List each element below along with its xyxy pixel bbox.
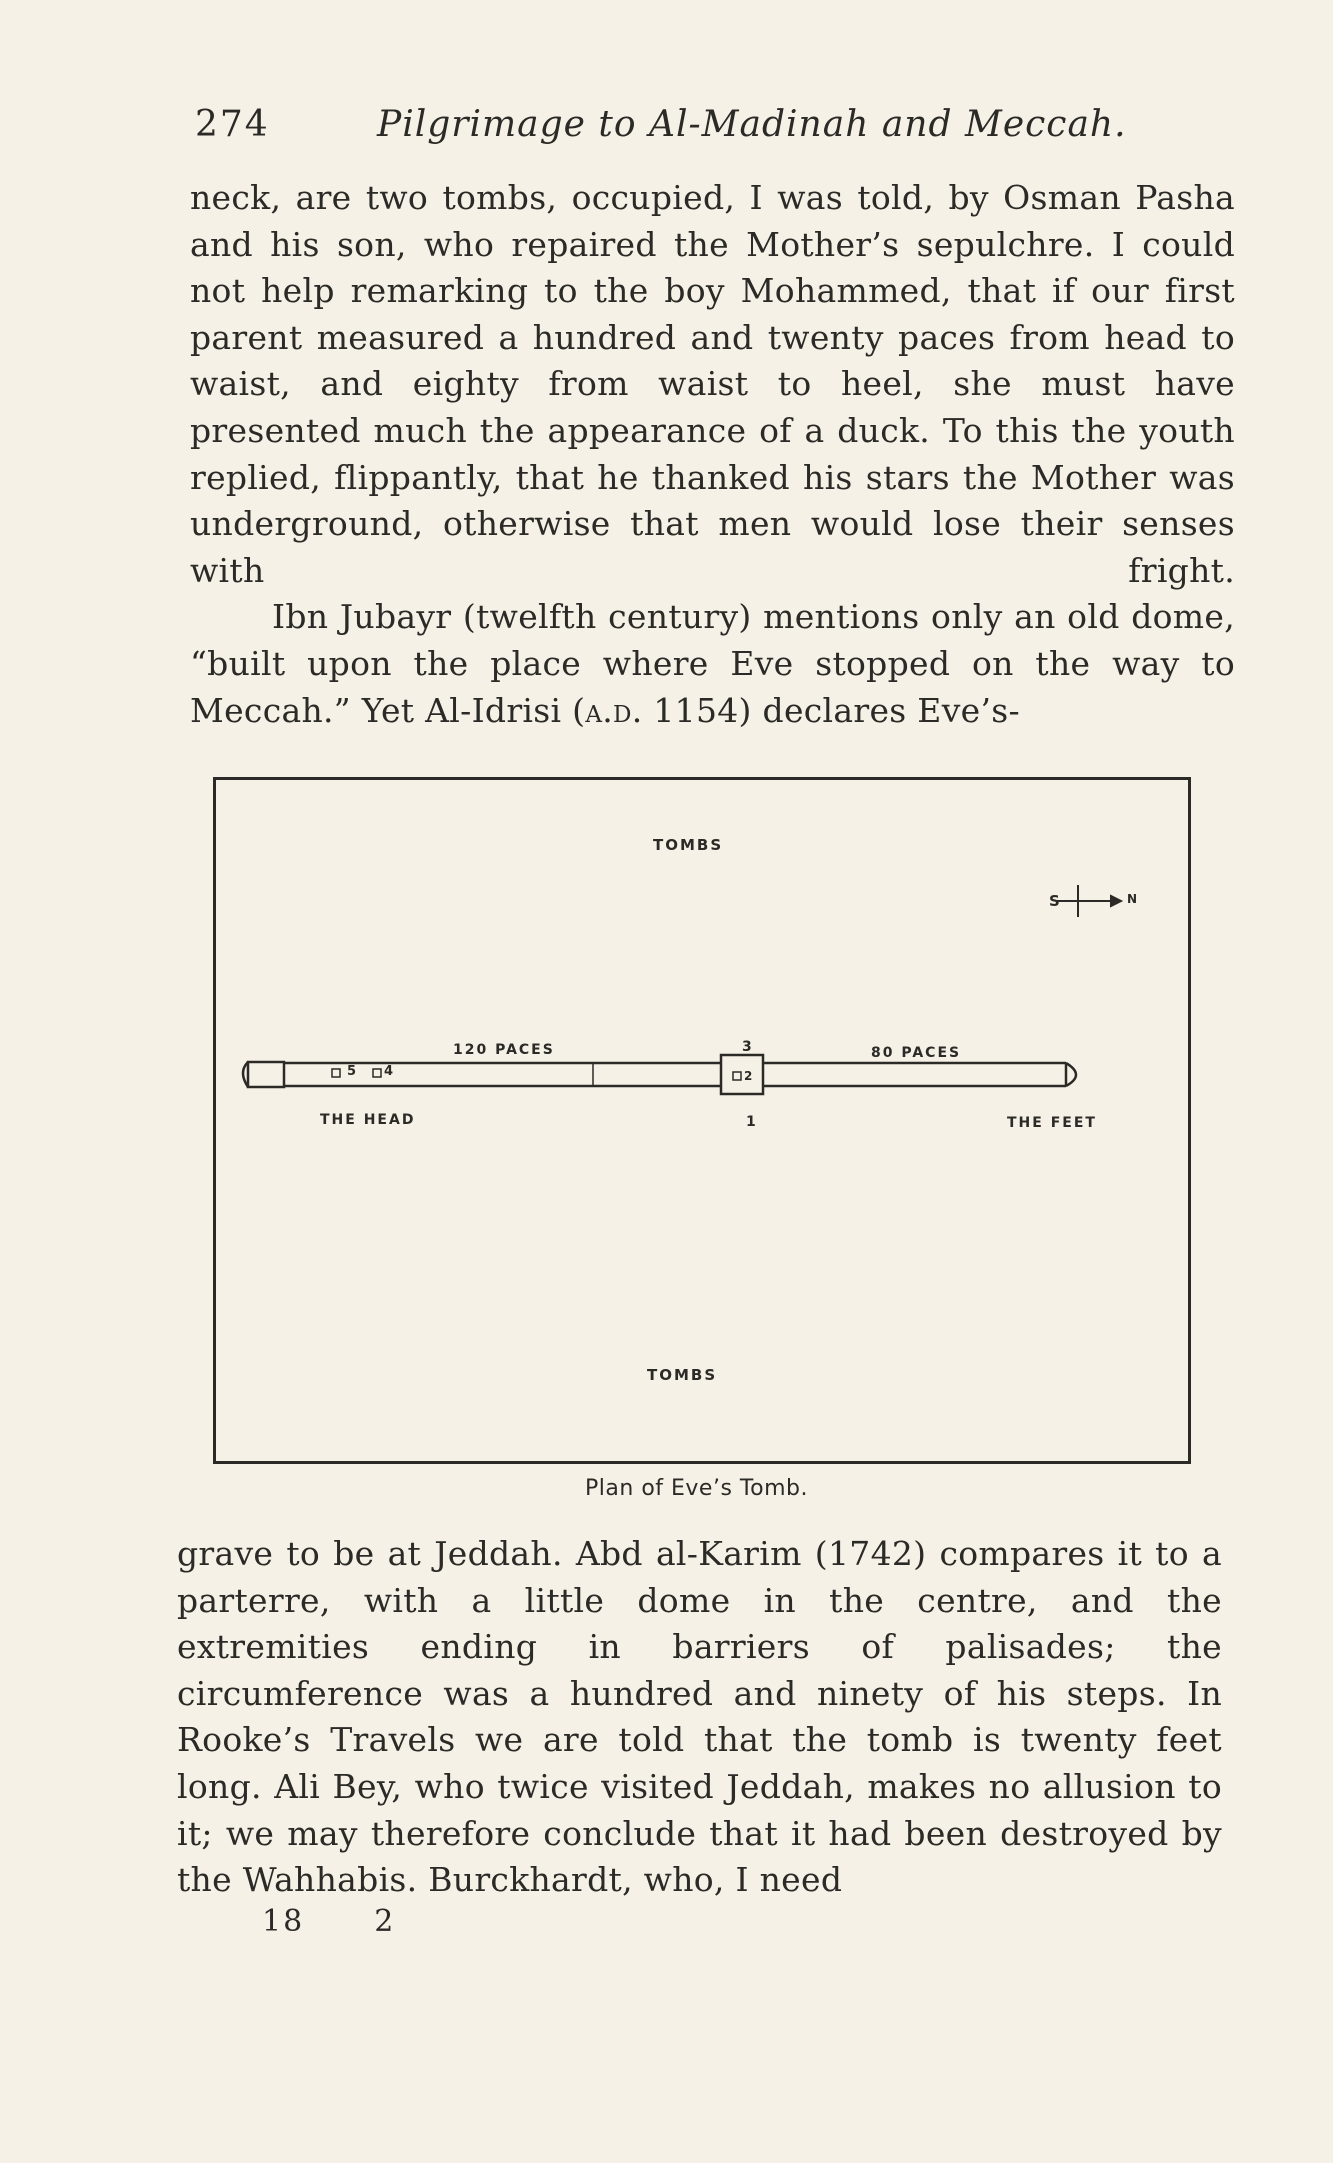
signature-mark [262, 1904, 395, 1939]
label-80-paces: 80 PACES [871, 1045, 962, 1061]
signature-sheet: 18 [262, 1904, 305, 1939]
marker-1: 1 [746, 1114, 758, 1130]
label-tombs-bottom: TOMBS [647, 1366, 718, 1384]
marker-box-5 [332, 1069, 340, 1077]
paragraph-text: Ibn Jubayr (twelfth century) mentions only an old dome, “built upon the place where Eve stopped on the way to Meccah.” Yet Al-Idrisi ( [190, 597, 1235, 730]
label-120-paces: 120 PACES [453, 1042, 555, 1058]
figure-plan-of-eves-tomb [213, 777, 1191, 1464]
marker-2: 2 [744, 1069, 753, 1083]
marker-5: 5 [347, 1064, 357, 1079]
marker-3: 3 [742, 1039, 754, 1055]
signature-number: 2 [374, 1904, 396, 1939]
marker-4: 4 [384, 1064, 394, 1079]
marker-box-4 [373, 1069, 381, 1077]
paragraph-jeddah: grave to be at Jeddah. Abd al-Karim (1742) compares it to a parterre, with a little dome in the centre, and the extremities ending in barriers of palisades; the circumference was a hundred and ninety of his steps. In Rooke’s Travels we are told that the tomb is twenty feet long. Ali Bey, who twice visited Jeddah, makes no allusion to it; we may therefore conclude that it had been destroyed by the Wahhabis. Burckhardt, who, I need [177, 1534, 1222, 1900]
top-text-block [190, 175, 1235, 734]
label-tombs-top: TOMBS [653, 836, 724, 854]
running-title: Pilgrimage to Al-Madinah and Meccah. [377, 104, 1127, 145]
bottom-text-block [177, 1531, 1222, 1904]
compass-south-label: S [1049, 892, 1060, 910]
paragraph-ibn-jubayr [190, 594, 1235, 734]
label-the-feet: THE FEET [1007, 1115, 1097, 1131]
abbreviation-ad: a.d. [585, 690, 643, 730]
marker-box-2 [733, 1072, 741, 1080]
figure-caption: Plan of Eve’s Tomb. [585, 1476, 808, 1501]
compass-icon [1056, 885, 1121, 917]
page-number: 274 [195, 104, 270, 145]
paragraph-osman-pasha: neck, are two tombs, occupied, I was told, by Osman Pasha and his son, who repaired the Mother’s sepulchre. I could not help remarking to the boy Mohammed, that if our first parent measured a hundred and twenty paces from head to waist, and eighty from waist to heel, she must have presented much the appearance of a duck. To this the youth replied, flippantly, that he thanked his stars the Mother was underground, otherwise that men would lose their senses with fright. [190, 178, 1235, 590]
compass-north-label: N [1127, 892, 1138, 906]
label-the-head: THE HEAD [320, 1112, 416, 1128]
paragraph-text-end: 1154) declares Eve’s- [642, 690, 1020, 730]
page-header [195, 100, 1235, 150]
